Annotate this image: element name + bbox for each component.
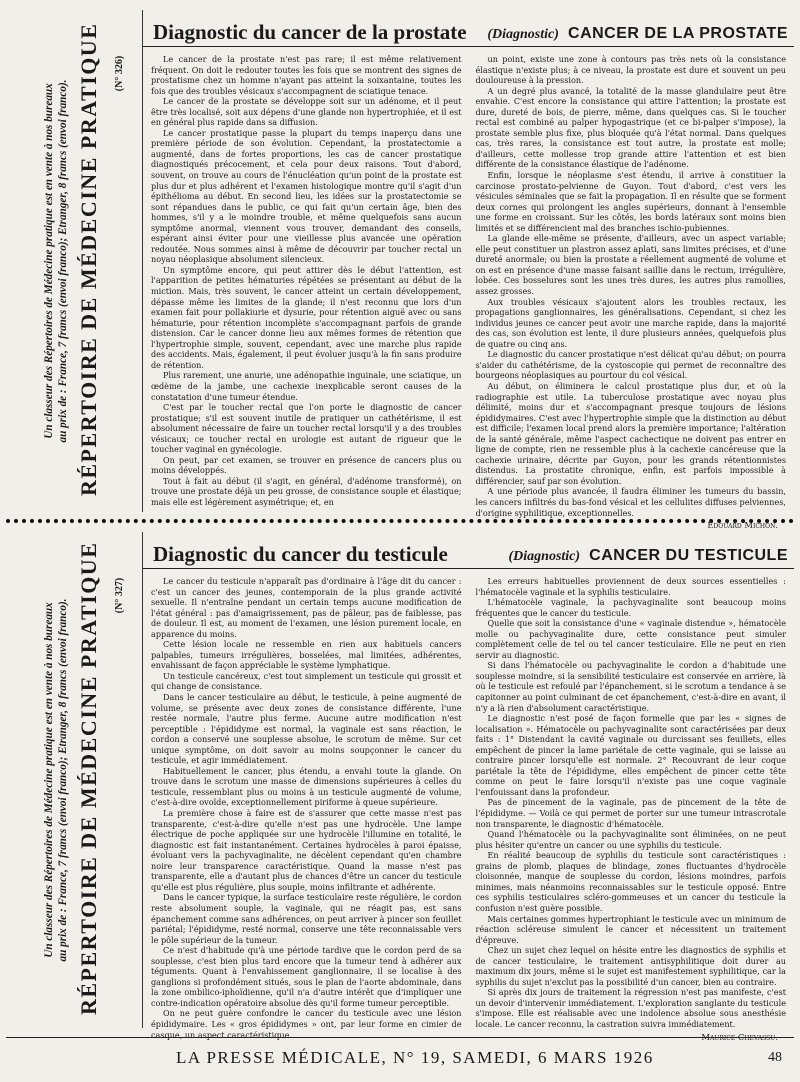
paragraph: Tout à fait au début (il s'agit, en général, d'adénome transformé), on trouve une prostate déjà un peu grosse, de consistance souple et élastique; mais elle est légèrement asymétrique; et, en (151, 475, 462, 507)
text-columns (151, 576, 786, 1042)
paragraph: Enfin, lorsque le néoplasme s'est étendu, il arrive à constituer la carcinose prostato-pelvienne de Guyon. Tout d'abord, c'est vers les vésicules séminales que se fait la propagation. Il en résulte que se forment deux cornes qui prolongent les angles supérieurs, donnant à l'ensemble une forme en croissant. Sur les côtés, les bords latéraux sont moins bien limités et se différencient mal des branches ischio-pubiennes. (475, 170, 786, 233)
journal-line: LA PRESSE MÉDICALE, N° 19, SAMEDI, 6 MARS 1926 (176, 1048, 654, 1067)
paragraph: Quelle que soit la consistance d'une « vaginale distendue », hématocèle molle ou pachyvaginalite dure, cette consistance peut simuler complètement celle de tel ou tel cancer testiculaire. Elle ne peut en rien servir au diagnostic. (475, 618, 786, 660)
paragraph: On ne peut guère confondre le cancer du testicule avec une lésion épididymaire. Les « gros épididymes » ont, par leur forme en cimier de casque, un aspect caractéristique. (151, 1008, 462, 1040)
article-title: Diagnostic du cancer du testicule (153, 542, 448, 566)
rubric-diagnostic: (Diagnostic) (487, 27, 559, 42)
repertoire-subtitle-line2: au prix de : France, 7 francs (envoi franco); Etranger, 8 francs (envoi franco). (57, 598, 69, 962)
paragraph: Le diagnostic n'est posé de façon formelle que par les « signes de localisation ». Hématocèle ou pachyvaginalite sont caractérisées par deux faits : 1° Distendant la cavité vaginale ou durcissant ses feuillets, elles empêchent de pincer la lame pariétale de cette vaginale, qui se laisse au contraire pincer lorsqu'elle est normale. 2° Recouvrant de leur coque pariétale la tête de l'épididyme, elles empêchent de pincer cette tête comme on peut le faire lorsqu'il n'existe pas une coque vaginale l'enfouissant dans la profondeur. (475, 713, 786, 797)
paragraph: Mais certaines gommes hypertrophiant le testicule avec un minimum de réaction scléreuse simulent le cancer et nécessitent un traitement d'épreuve. (475, 913, 786, 945)
paragraph: La première chose à faire est de s'assurer que cette masse n'est pas transparente, c'est-à-dire qu'elle n'est pas une hydrocèle. Une lampe électrique de poche appliquée sur une hydrocèle l'illumine en totalité, le diagnostic est fait instantanément. Certaines hydrocèles à paroi épaisse, évoluant vers la pachyvaginalite, ne décèlent cependant qu'en chambre noire leur transparence caractéristique. Quand la masse n'est pas transparente, elle a d'autant plus de chances d'être un cancer du testicule qu'elle est plus régulière, plus souple, moins infiltrante et adhérente. (151, 808, 462, 892)
repertoire-subtitle-line1: Un classeur des Répertoires de Médecine pratique est en vente à nos bureaux (43, 602, 55, 958)
paragraph: C'est par le toucher rectal que l'on porte le diagnostic de cancer prostatique; s'il est souvent inutile de pratiquer un cathétérisme, il est absolument nécessaire de faire un toucher rectal lorsqu'il y a des troubles vésicaux; ce toucher rectal en urologie est autant de rigueur que le toucher vaginal en gynécologie. (151, 402, 462, 455)
paragraph: Pas de pincement de la vaginale, pas de pincement de la tête de l'épididyme. — Voilà ce qui permet de porter sur une tumeur intrascrotale non transparente, le diagnostic d'hématocèle. (475, 797, 786, 829)
paragraph: La glande elle-même se présente, d'ailleurs, avec un aspect variable; elle peut constituer un plastron assez aplati, sans limites précises, et d'une dureté anormale; ou bien la prostate a réellement augmenté de volume et on est en présence d'une masse faisant saillie dans le rectum, irrégulière, lobée. Ces bosselures sont les unes très dures, les autres plus ramollies, assez grosses. (475, 233, 786, 297)
text-column-left (151, 54, 462, 512)
paragraph: Dans le cancer typique, la surface testiculaire reste régulière, le cordon reste absolument souple, la vaginale, qui ne réagit pas, est sans épanchement comme sans adhérences, on peut arriver à pincer son feuillet pariétal; l'épididyme, resté normal, conserve une tête reconnaissable vers le pôle supérieur de la tumeur. (151, 892, 462, 945)
paragraph: Cette lésion locale ne ressemble en rien aux habituels cancers palpables, tumeurs irrégulières, bosselées, mal limitées, adhérentes, envahissant de façon appréciable le système lymphatique. (151, 639, 462, 671)
paragraph: Habituellement le cancer, plus étendu, a envahi toute la glande. On trouve dans le scrotum une masse de dimensions supérieures à celles du testicule, ressemblant plus ou moins à un testicule augmenté de volume, c'est-à-dire ovoïde, exceptionnellement piriforme à queue supérieure. (151, 765, 462, 808)
author-signature: Edouard Michon. (707, 520, 778, 531)
rubric-diagnostic: (Diagnostic) (508, 549, 581, 564)
repertoire-subtitle-line1: Un classeur des Répertoires de Médecine pratique est en vente à nos bureaux (43, 83, 55, 439)
article-header (143, 536, 794, 569)
repertoire-sidebar (6, 6, 138, 516)
article-title: Diagnostic du cancer de la prostate (153, 20, 467, 44)
page-footer (6, 1042, 794, 1076)
article-header (143, 14, 794, 47)
paragraph: Un testicule cancéreux, c'est tout simplement un testicule qui grossit et qui change de consistance. (151, 670, 462, 692)
repertoire-sidebar (6, 528, 138, 1032)
paragraph: En réalité beaucoup de syphilis du testicule sont caractéristiques : grains de plomb, plaques de blindage, zones fluctuantes d'hydrocèle cloisonnée, manque de souplesse du cordon, lésions moindres, parfois minimes, mais néanmoins reconnaissables sur le testicule opposé. Entre ces syphilis testiculaires scléro-gommeuses et un cancer du testicule la confusion n'est guère possible. (475, 850, 786, 913)
article-rubric (487, 23, 788, 43)
paragraph: Ce n'est d'habitude qu'à une période tardive que le cordon perd de sa souplesse, c'est bien plus tard encore que la tumeur tend à adhérer aux téguments. Quant à l'envahissement ganglionnaire, il se localise à des ganglions si profondément situés, sous le plan de l'aorte abdominale, dans la zone ombilico-iphoïdienne, qu'il n'a d'autre intérêt que d'impliquer une contre-indication opératoire absolue dès qu'il forme tumeur perceptible. (151, 945, 462, 1008)
paragraph: un point, existe une zone à contours pas très nets où la consistance élastique n'existe plus; à ce niveau, la prostate est dure et souvent un peu douloureuse à la pression. (475, 54, 786, 86)
paragraph: Si dans l'hématocèle ou pachyvaginalite le cordon a d'habitude une souplesse moindre, si la sensibilité testiculaire est conservée en arrière, là où le testicule est refoulé par l'épanchement, si le scrotum a tendance à se capitonner au point culminant de cet épanchement, c'est-à-dire en avant, il n'y a là rien d'absolument caractéristique. (475, 660, 786, 713)
paragraph: On peut, par cet examen, se trouver en présence de cancers plus ou moins développés. (151, 454, 462, 476)
rubric-title: CANCER DE LA PROSTATE (568, 25, 788, 42)
article-rubric (509, 545, 789, 565)
repertoire-title: RÉPERTOIRE DE MÉDECINE PRATIQUE (76, 541, 101, 1015)
footer-rule (6, 1037, 794, 1038)
repertoire-title: RÉPERTOIRE DE MÉDECINE PRATIQUE (76, 22, 101, 496)
paragraph: Chez un sujet chez lequel on hésite entre les diagnostics de syphilis et de cancer testiculaire, le traitement antisyphilitique doit durer au maximum dix jours, même si le sujet est manifestement syphilitique, car la syphilis du sujet n'exclut pas la possibilité d'un cancer, bien au contraire. (475, 945, 786, 987)
text-column-right (475, 576, 787, 1042)
repertoire-subtitle-line2: au prix de : France, 7 francs (envoi franco); Etranger, 8 francs (envoi franco). (57, 79, 69, 443)
paragraph: Les erreurs habituelles proviennent de deux sources essentielles : l'hématocèle vaginale et la syphilis testiculaire. (475, 576, 786, 597)
paragraph: Plus rarement, une anurie, une adénopathie inguinale, une sciatique, un œdème de la jambe, une cachexie inexplicable seront causes de la constatation d'une tumeur étendue. (151, 370, 462, 402)
paragraph: Quand l'hématocèle ou la pachyvaginalite sont éliminées, on ne peut plus hésiter qu'entre un cancer ou une syphilis du testicule. (475, 829, 786, 850)
text-column-left (151, 576, 462, 1040)
dotted-separator (6, 519, 794, 523)
paragraph: Le cancer prostatique passe la plupart du temps inaperçu dans une première période de son évolution. Cependant, la prostatectomie a augmenté, dans de fortes proportions, les cas de cancer prostatique diagnostiqués précocement, et cela pour deux raisons. Tout d'abord, souvent, on trouve au cours de l'énucléation qu'un point de la prostate est plus dur et plus adhérent et l'examen histologique montre qu'il s'agit d'un épithélioma au début. En second lieu, les idées sur la prostatectomie se sont répandues dans le public, ce qui fait qu'un certain âge, bien des hommes, s'il y a le moindre trouble, et même quelquefois sans aucun symptôme anormal, viennent vous trouver, demandant des conseils, espérant ainsi éviter pour une vieillesse plus avancée une opération redoutée. Nous sommes ainsi à même de découvrir par toucher rectal un noyau néoplasique absolument silencieux. (151, 127, 462, 265)
paragraph: Le diagnostic du cancer prostatique n'est délicat qu'au début; on pourra s'aider du cathétérisme, de la cystoscopie qui permet de reconnaître des bourgeons néoplasiques au pourtour du col vésical. (475, 349, 786, 381)
text-column-right (475, 54, 787, 531)
author-signature: Maurice Chevassu. (701, 1031, 778, 1042)
page-number: 48 (768, 1050, 782, 1065)
article-number: (N° 327) (114, 577, 126, 614)
text-columns (151, 54, 786, 531)
paragraph: L'hématocèle vaginale, la pachyvaginalite sont beaucoup moins fréquentes que le cancer du testicule. (475, 597, 786, 618)
repertoire-card-prostate (6, 6, 794, 531)
article-body (143, 528, 794, 1042)
paragraph: Aux troubles vésicaux s'ajoutent alors les troubles rectaux, les propagations ganglionnaires, les généralisations. Cependant, si chez les individus jeunes ce cancer peut avoir une marche rapide, dans la majorité des cas, son évolution est lente, il dure plusieurs années, quelquefois plus de quatre ou cinq ans. (475, 296, 786, 349)
paragraph: Le cancer de la prostate n'est pas rare; il est même relativement fréquent. On doit le redouter toutes les fois que se montrent des signes de prostatisme chez un homme n'ayant pas atteint la soixantaine, toutes les fois que des troubles vésicaux s'accompagnent de sciatique tenace. (151, 54, 462, 96)
paragraph: Le cancer de la prostate se développe soit sur un adénome, et il peut être très localisé, soit aux dépens d'une glande non hypertrophiée, et il est en général plus rapide dans sa diffusion. (151, 96, 462, 128)
repertoire-card-testicule (6, 528, 794, 1042)
paragraph: Si après dix jours de traitement la régression n'est pas manifeste, c'est un devoir d'intervenir immédiatement. L'exploration sanglante du testicule s'impose. Elle est réalisable avec une indolence absolue sous anesthésie locale. Le cancer reconnu, la castration suivra immédiatement. (475, 987, 786, 1029)
article-body (143, 6, 794, 531)
paragraph: A une période plus avancée, il faudra éliminer les tumeurs du bassin, les cancers infiltrés du bas-fond vésical et les cellulites diffuses pelviennes, d'origine syphilitique, exceptionnelles. (475, 486, 786, 518)
rubric-title: CANCER DU TESTICULE (589, 547, 788, 564)
paragraph: Le cancer du testicule n'apparaît pas d'ordinaire à l'âge dit du cancer : c'est un cancer des jeunes, contemporain de la plus grande activité sexuelle. Il n'entraîne pendant un certain temps aucune modification de l'état général : pas d'amaigrissement, pas de pâleur, pas de faiblesse, pas de douleur. Il est, au moment de l'examen, une lésion purement locale, en apparence du moins. (151, 576, 462, 639)
paragraph: Un symptôme encore, qui peut attirer dès le début l'attention, est l'apparition de petites hématuries répétées se présentant au début de la miction. Mais, très souvent, le cancer atteint un certain développement, dépasse même les limites de la glande; il n'est reconnu que lors d'un examen fait pour pollakiurie et dysurie, pour rétention aiguë avec ou sans hématurie, pour rétention incomplète s'accompagnant parfois de grande distension. Car le cancer donne lieu aux mêmes formes de rétention que l'hypertrophie simple, souvent, cependant, avec une marche plus rapide des accidents. Mais, également, il peut évoluer jusqu'à la fin sans produire de rétention. (151, 264, 462, 370)
paragraph: Au début, on éliminera le calcul prostatique plus dur, et où la radiographie est utile. La tuberculose prostatique avec noyau plus délimité, moins dur et s'accompagnant presque toujours de lésions épididymaires. C'est avec l'hypertrophie simple que la distinction au début est difficile; l'examen local prend alors la première importance; l'altération de la santé générale, même l'aspect cachectique ne doivent pas entrer en ligne de compte, rien ne ressemble plus à la cachexie cancéreuse que la cachexie urinaire, décrite par Guyon, pour les grands rétentionnistes distendus. La prostatite chronique, enfin, est parfois impossible à différencier, sauf par son évolution. (475, 380, 786, 486)
paragraph: Dans le cancer testiculaire au début, le testicule, à peine augmenté de volume, se présente avec deux zones de consistance différente, l'une restée normale, l'autre plus ferme. Aucune autre modification n'est perceptible : l'épididyme est normal, la vaginale est sans réaction, le cordon a conservé une souplesse absolue, le scrotum de même. Sur cet unique symptôme, on doit savoir au moins soupçonner le cancer du testicule, et agir immédiatement. (151, 692, 462, 766)
paragraph: A un degré plus avancé, la totalité de la masse glandulaire peut être envahie. C'est encore la consistance qui attire l'attention; la prostate est dure, dureté de bois, de pierre, même, dans quelques cas. Si le toucher rectal est combiné au palper hypogastrique (et ce bi-palper s'impose), la prostate semble plus fixe, plus bloquée qu'à l'état normal. Dans quelques cas, très rares, la consistance est tout autre, la prostate est molle; d'ailleurs, cette mollesse trop grande attire l'attention et est bien différente de la consistance élastique de l'adénome. (475, 85, 786, 170)
article-number: (N° 326) (114, 55, 126, 92)
